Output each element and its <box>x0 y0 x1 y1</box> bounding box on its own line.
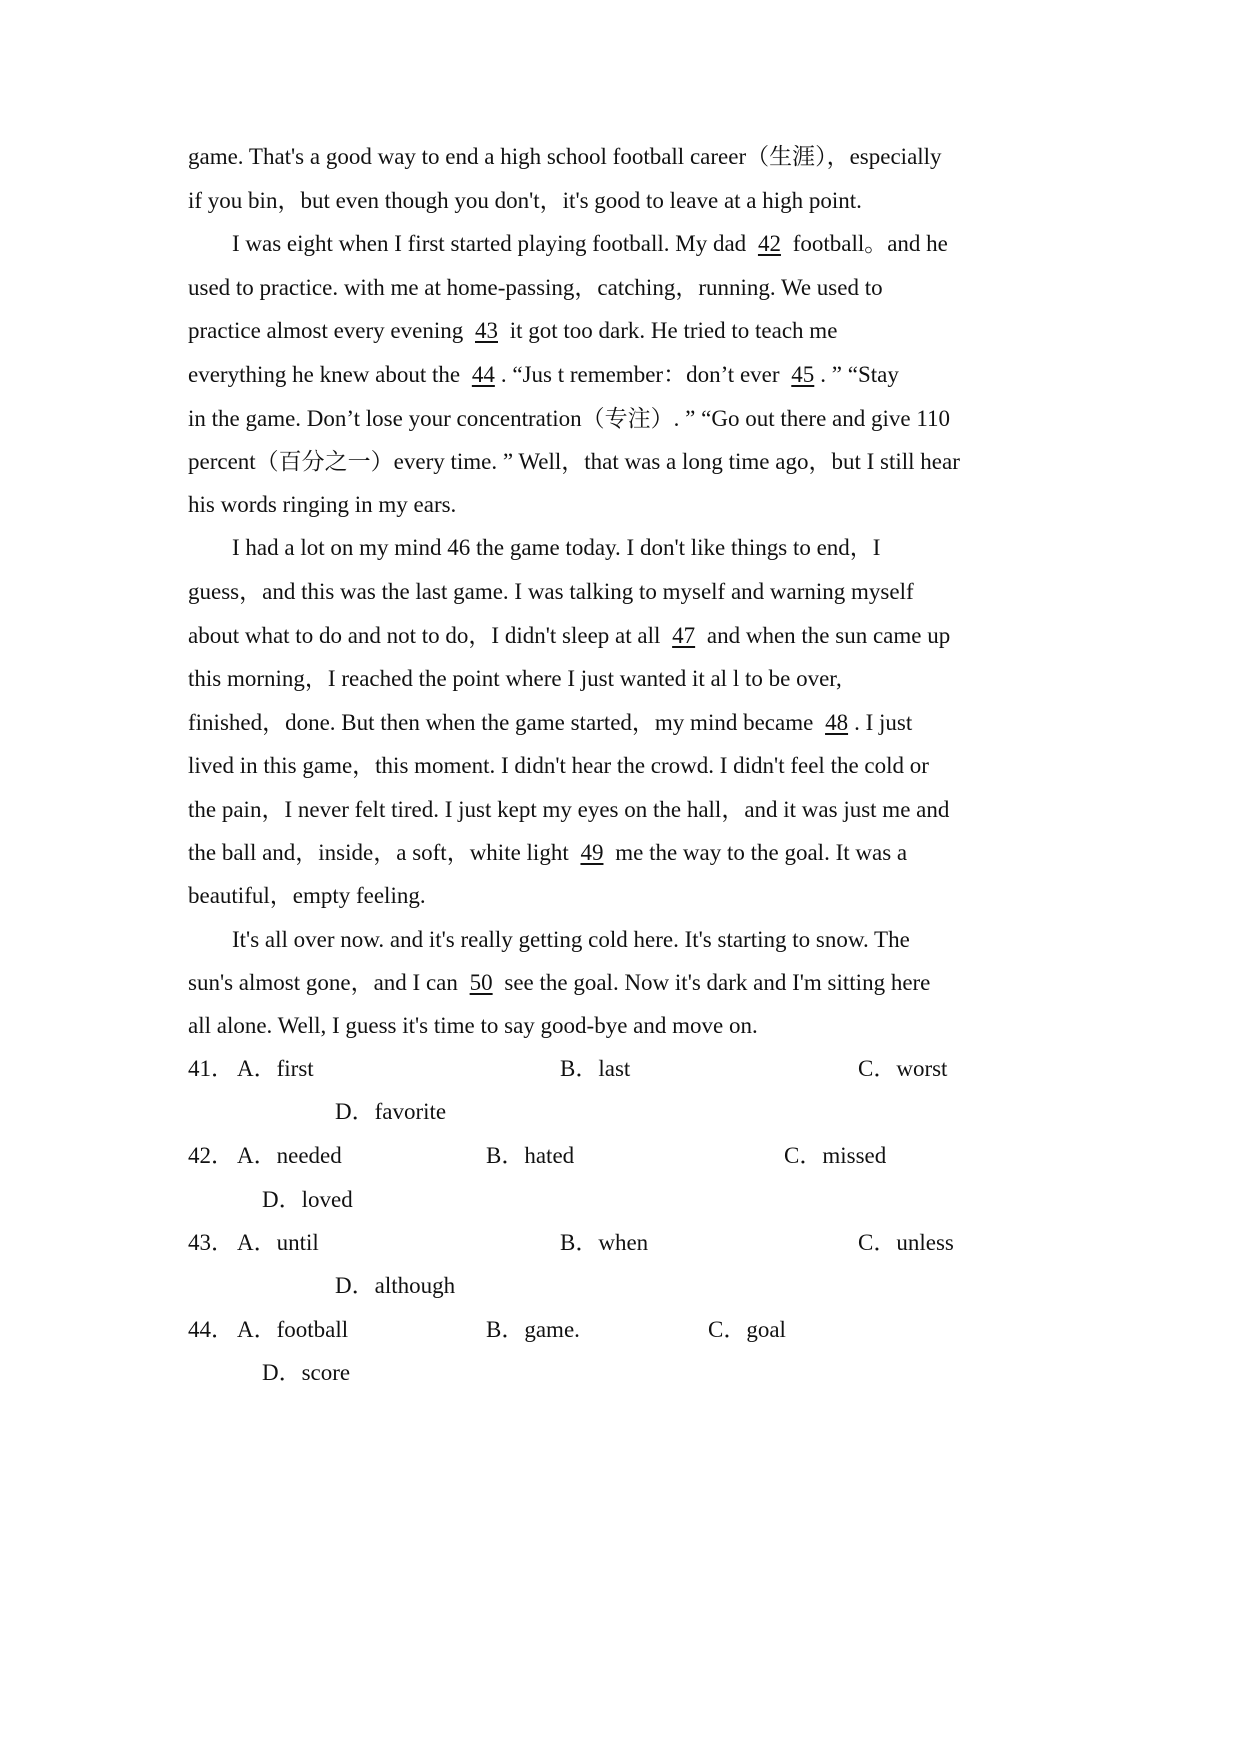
answer-blank: 49 <box>580 840 604 865</box>
passage-text: practice almost every evening <box>188 318 469 343</box>
passage-line <box>188 404 950 434</box>
passage-text: beautiful，empty feeling. <box>188 883 426 908</box>
option-c: C．worst <box>858 1056 948 1081</box>
passage-text: his words ringing in my ears. <box>188 492 457 517</box>
option-c: C．missed <box>784 1143 887 1168</box>
option-a: A．football <box>237 1317 349 1342</box>
option-a: A．first <box>237 1056 314 1081</box>
passage-line <box>188 968 930 998</box>
passage-text: this morning，I reached the point where I just wanted it al l to be over, <box>188 666 842 691</box>
passage-text: me the way to the goal. It was a <box>609 840 908 865</box>
option-c: C．goal <box>708 1317 786 1342</box>
passage-line <box>188 838 907 868</box>
passage-line <box>188 881 426 911</box>
question-number: 42． <box>188 1143 234 1168</box>
passage-text: it got too dark. He tried to teach me <box>504 318 838 343</box>
passage-line <box>188 708 912 738</box>
passage-text: football。and he <box>786 231 948 256</box>
passage-text: I was eight when I first started playing football. My dad <box>232 231 752 256</box>
passage-text: game. That's a good way to end a high school football career（生涯），especially <box>188 144 942 169</box>
passage-line <box>188 621 950 651</box>
option-d: D．although <box>335 1273 456 1298</box>
answer-blank: 43 <box>475 318 498 343</box>
passage-text: . I just <box>854 710 913 735</box>
passage-text: in the game. Don’t lose your concentration（专注）. ” “Go out there and give 110 <box>188 406 950 431</box>
passage-text: sun's almost gone，and I can <box>188 970 464 995</box>
passage-line <box>188 273 883 303</box>
answer-blank: 50 <box>469 970 493 995</box>
answer-blank: 45 <box>791 362 815 387</box>
passage-line <box>232 925 910 955</box>
question-number: 44． <box>188 1317 234 1342</box>
option-d: D．loved <box>262 1187 353 1212</box>
option-c: C．unless <box>858 1230 954 1255</box>
passage-line <box>188 142 942 172</box>
passage-line <box>188 360 899 390</box>
passage-line <box>232 533 880 563</box>
answer-blank: 47 <box>672 623 696 648</box>
passage-text: I had a lot on my mind 46 the game today. I don't like things to end，I <box>232 535 881 560</box>
question-number: 41． <box>188 1056 234 1081</box>
passage-line <box>232 229 948 259</box>
option-a: A．until <box>237 1230 319 1255</box>
passage-text: It's all over now. and it's really getting cold here. It's starting to snow. The <box>232 927 910 952</box>
option-d: D．favorite <box>335 1099 447 1124</box>
option-b: B．game. <box>486 1317 580 1342</box>
passage-text: and when the sun came up <box>701 623 951 648</box>
passage-line <box>188 316 837 346</box>
passage-text: the ball and，inside，a soft，white light <box>188 840 575 865</box>
option-b: B．when <box>560 1230 649 1255</box>
passage-text: guess，and this was the last game. I was talking to myself and warning myself <box>188 579 914 604</box>
option-b: B．hated <box>486 1143 575 1168</box>
passage-text: if you bin，but even though you don't，it's good to leave at a high point. <box>188 188 862 213</box>
passage-line <box>188 490 456 520</box>
passage-text: everything he knew about the <box>188 362 466 387</box>
option-d: D．score <box>262 1360 351 1385</box>
passage-line <box>188 751 929 781</box>
passage-text: . “Jus t remember：don’t ever <box>500 362 786 387</box>
option-a: A．needed <box>237 1143 342 1168</box>
passage-line <box>188 577 914 607</box>
answer-blank: 44 <box>471 362 495 387</box>
answer-blank: 42 <box>757 231 781 256</box>
passage-text: used to practice. with me at home-passing，catching，running. We used to <box>188 275 883 300</box>
passage-line <box>188 664 842 694</box>
passage-line <box>188 447 960 477</box>
passage-text: the pain，I never felt tired. I just kept my eyes on the hall，and it was just me and <box>188 797 950 822</box>
answer-blank: 48 <box>825 710 849 735</box>
passage-text: percent（百分之一）every time. ” Well，that was a long time ago，but I still hear <box>188 449 960 474</box>
passage-text: all alone. Well, I guess it's time to say good-bye and move on. <box>188 1013 758 1038</box>
passage-line <box>188 186 862 216</box>
question-number: 43． <box>188 1230 234 1255</box>
passage-text: . ” “Stay <box>820 362 899 387</box>
passage-text: see the goal. Now it's dark and I'm sitting here <box>498 970 931 995</box>
passage-line <box>188 795 949 825</box>
option-b: B．last <box>560 1056 631 1081</box>
passage-text: finished，done. But then when the game started，my mind became <box>188 710 820 735</box>
passage-text: about what to do and not to do，I didn't sleep at all <box>188 623 667 648</box>
passage-text: lived in this game，this moment. I didn't hear the crowd. I didn't feel the cold or <box>188 753 929 778</box>
passage-line <box>188 1011 758 1041</box>
